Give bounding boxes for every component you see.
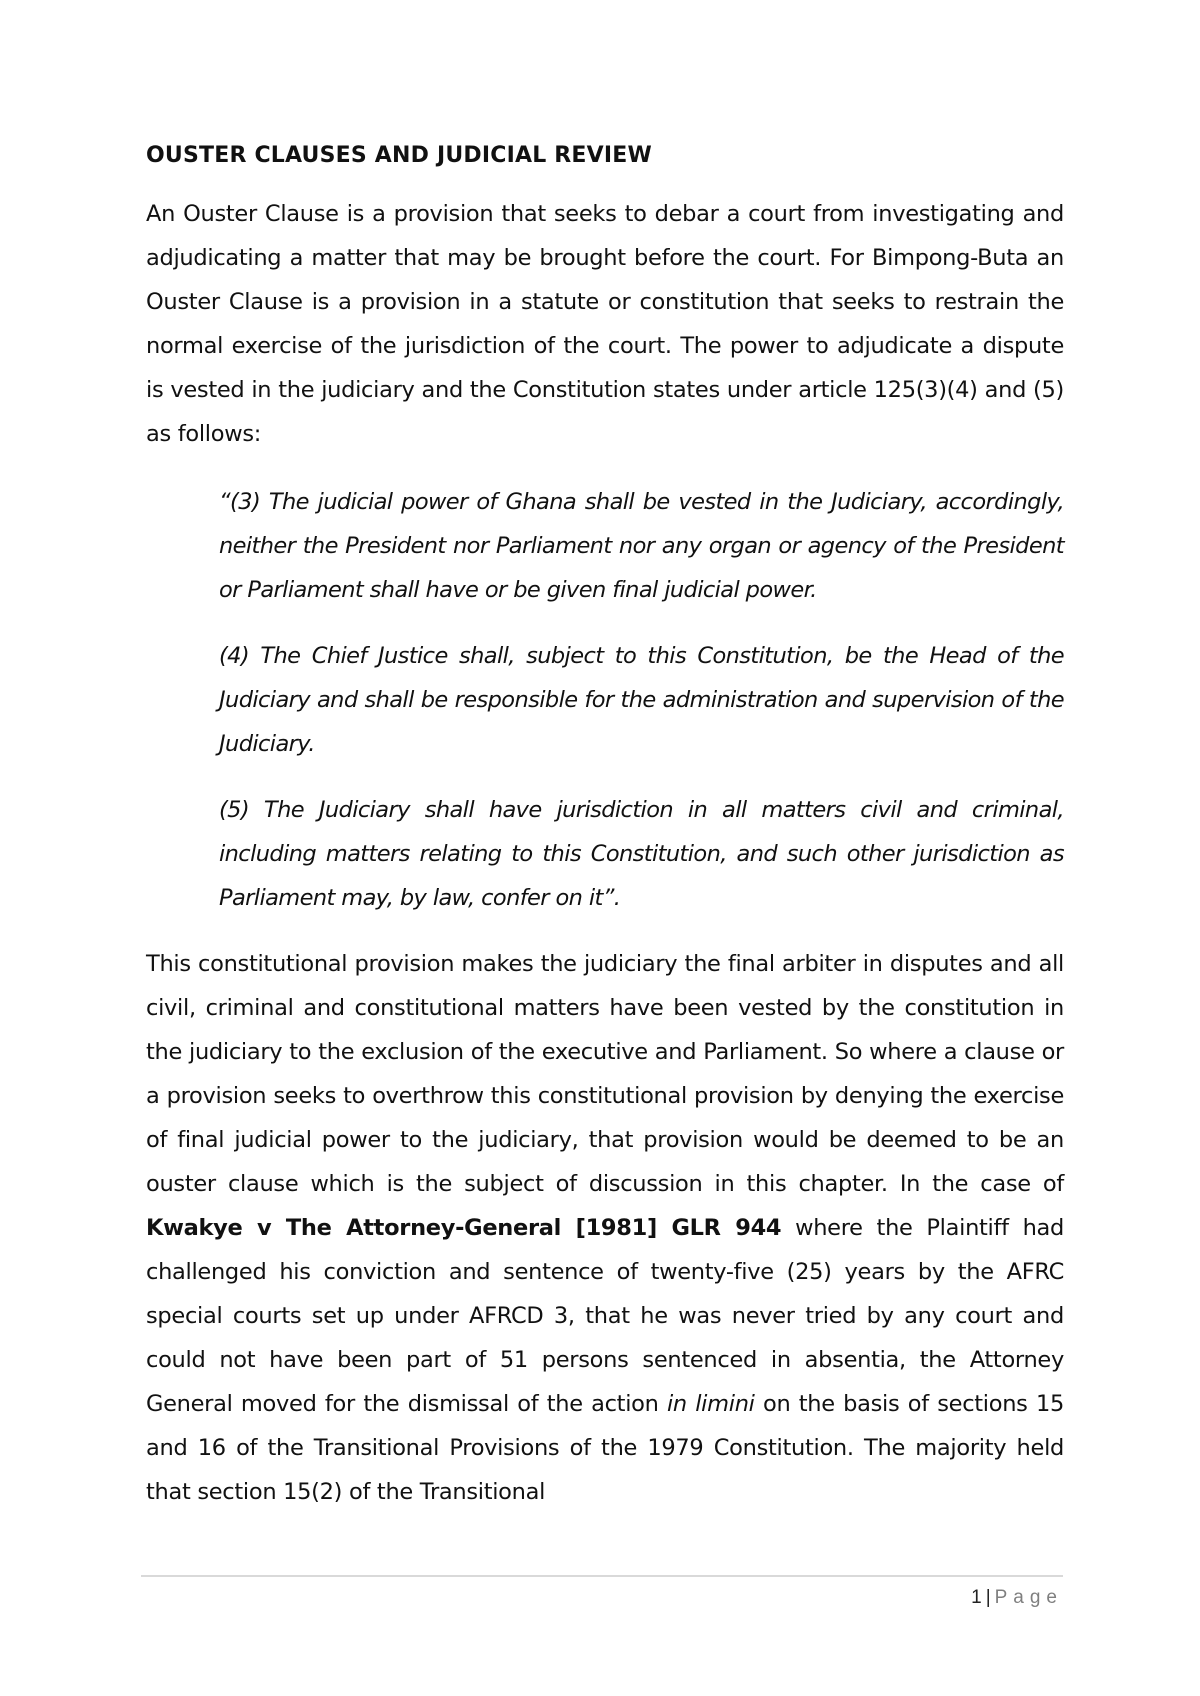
page-footer	[971, 1587, 1063, 1609]
body-text-part-2: where the Plaintiff had challenged his conviction and sentence of twenty-five (25) years by the AFRC special courts set up under AFRCD 3, that he was never tried by any court and could not have been part of 51 persons sentenced in absentia, the Attorney General moved for the dismissal of the action	[146, 1215, 1064, 1417]
body-text-part-3: on the basis of sections 15 and 16 of the Transitional Provisions of the 1979 Constitution. The majority held that section 15(2) of the Transitional	[146, 1391, 1064, 1505]
latin-phrase: in limini	[666, 1391, 755, 1417]
page-label: Page	[994, 1587, 1063, 1608]
document-heading: OUSTER CLAUSES AND JUDICIAL REVIEW	[146, 143, 652, 168]
intro-paragraph: An Ouster Clause is a provision that seeks to debar a court from investigating and adjudicating a matter that may be brought before the court. For Bimpong-Buta an Ouster Clause is a provision in a statute or constitution that seeks to restrain the normal exercise of the jurisdiction of the court. The power to adjudicate a dispute is vested in the judiciary and the Constitution states under article 125(3)(4) and (5) as follows:	[146, 201, 1064, 447]
footer-divider	[141, 1575, 1063, 1577]
page-number: 1	[971, 1587, 982, 1608]
body-paragraph	[146, 942, 1064, 1514]
document-content	[146, 143, 1064, 1514]
footer-separator: |	[985, 1587, 991, 1608]
body-text-part-1: This constitutional provision makes the judiciary the final arbiter in disputes and all civil, criminal and constitutional matters have been vested by the constitution in the judiciary to the exclusion of the executive and Parliament. So where a clause or a provision seeks to overthrow this constitutional provision by denying the exercise of final judicial power to the judiciary, that provision would be deemed to be an ouster clause which is the subject of discussion in this chapter. In the case of	[146, 951, 1064, 1197]
quote-clause-5: (5) The Judiciary shall have jurisdiction in all matters civil and criminal, including matters relating to this Constitution, and such other jurisdiction as Parliament may, by law, confer on it”.	[219, 797, 1064, 911]
quote-clause-3: “(3) The judicial power of Ghana shall be vested in the Judiciary, accordingly, neither the President nor Parliament nor any organ or agency of the President or Parliament shall have or be given final judicial power.	[219, 489, 1064, 603]
quote-clause-4: (4) The Chief Justice shall, subject to this Constitution, be the Head of the Judiciary and shall be responsible for the administration and supervision of the Judiciary.	[219, 643, 1064, 757]
case-citation: Kwakye v The Attorney-General [1981] GLR 944	[146, 1215, 782, 1241]
